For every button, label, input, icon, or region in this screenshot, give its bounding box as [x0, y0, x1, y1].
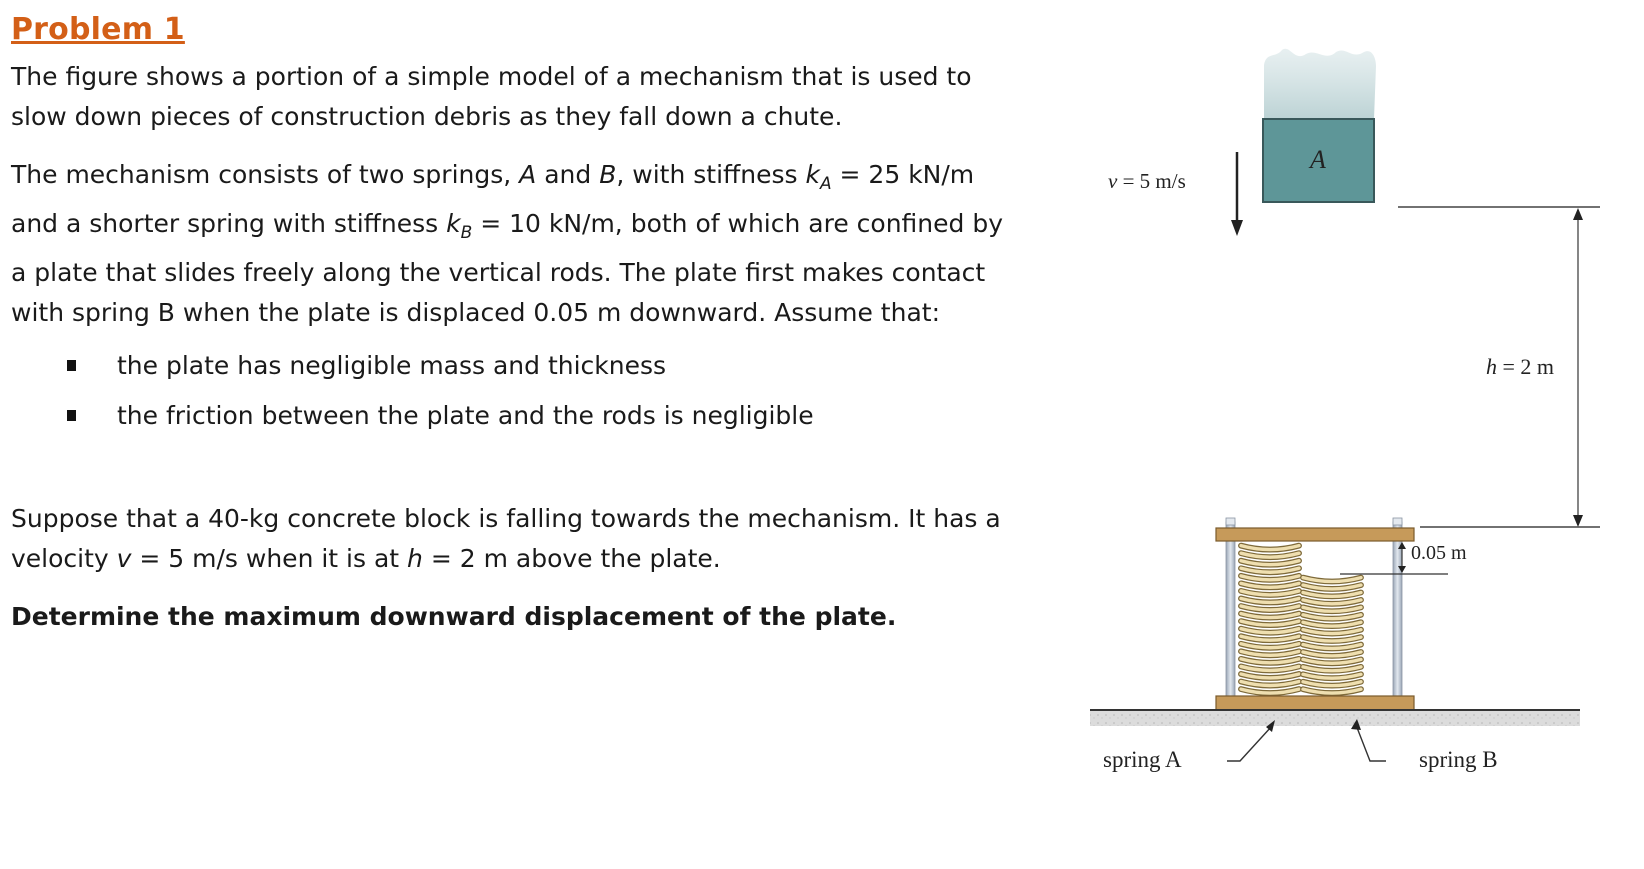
spring-b-label: spring B: [1419, 747, 1498, 772]
base-plate: [1216, 696, 1414, 710]
height-dimension-arrow: [1573, 208, 1583, 527]
task-statement: Determine the maximum downward displacement of the plate.: [11, 602, 897, 631]
spring-a-label: spring A: [1103, 747, 1182, 772]
left-rod-cap: [1226, 518, 1235, 525]
velocity-label: v = 5 m/s: [1108, 169, 1186, 193]
gap-label: 0.05 m: [1411, 542, 1467, 564]
right-rod-cap: [1393, 518, 1402, 525]
height-label: h = 2 m: [1486, 354, 1555, 379]
left-rod: [1226, 522, 1235, 698]
mechanism-paragraph: The mechanism consists of two springs, A and B, with stiffness $k_A = 25$ kN/m and a shorter spring with stiffness $k_B = 10$ kN/m, both of which are confined by a plate that slides freely along the vertical rods. The plate first makes contact with spring B when the plate is displaced 0.05 m downward. Assume that:: [11, 160, 1003, 327]
spring-a-leader-arrow: [1227, 720, 1275, 761]
spring-a: [1241, 546, 1299, 693]
spring-b: [1303, 578, 1361, 693]
block-label: A: [1310, 145, 1326, 174]
block-motion-blur: [1264, 49, 1376, 119]
problem-title: Problem 1: [11, 12, 185, 47]
top-plate: [1216, 528, 1414, 541]
ground: [1090, 710, 1580, 726]
velocity-arrow-icon: [1231, 152, 1243, 236]
intro-paragraph: The figure shows a portion of a simple model of a mechanism that is used to slow down pieces of construction debris as they fall down a chute.: [11, 62, 972, 131]
list-item: the friction between the plate and the rods is negligible: [11, 391, 1011, 441]
list-item: the plate has negligible mass and thickness: [11, 341, 1011, 391]
scenario-paragraph: Suppose that a 40-kg concrete block is falling towards the mechanism. It has a velocity v = 5 m/s when it is at h = 2 m above the plate.: [11, 504, 1001, 573]
